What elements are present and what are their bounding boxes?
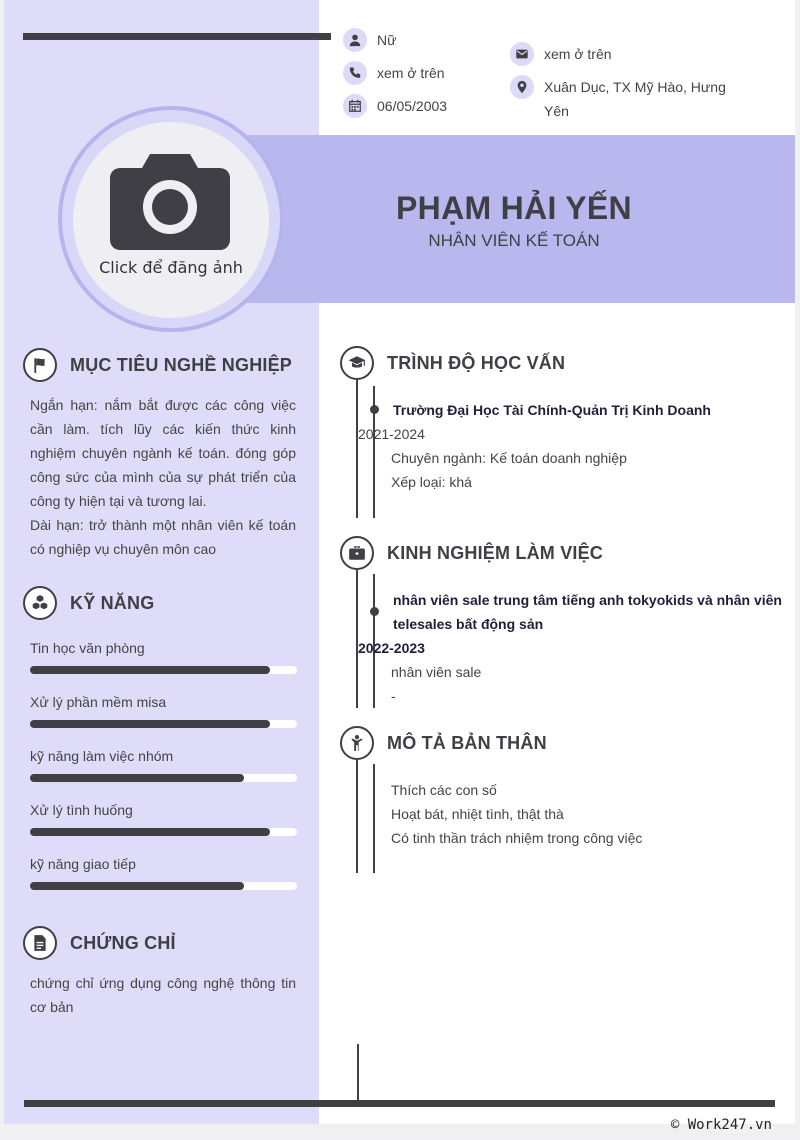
certificates-title: CHỨNG CHỈ <box>70 932 176 953</box>
skill-bar-fill <box>30 774 244 782</box>
about-line: Hoạt bát, nhiệt tình, thật thà <box>391 806 564 822</box>
skill-bar-track <box>30 666 297 674</box>
experience-position: nhân viên sale <box>391 664 482 680</box>
contact-birthday <box>343 94 447 118</box>
certificates-heading <box>23 926 176 960</box>
experience-timeline-dot <box>370 607 379 616</box>
gender-value: Nữ <box>377 32 397 48</box>
contact-address <box>510 75 730 123</box>
experience-period: 2022-2023 <box>358 640 425 656</box>
skill-name: kỹ năng làm việc nhóm <box>30 748 174 764</box>
objective-long-term: Dài hạn: trở thành một nhân viên kế toán có nghiệp vụ chuyên môn cao <box>30 517 296 557</box>
briefcase-icon <box>340 536 374 570</box>
cubes-icon <box>23 586 57 620</box>
about-timeline-line-inner <box>373 764 375 873</box>
watermark: © Work247.vn <box>670 1117 772 1133</box>
person-icon <box>340 726 374 760</box>
user-icon <box>343 28 367 52</box>
skill-bar-fill <box>30 666 270 674</box>
phone-icon <box>343 61 367 85</box>
skills-heading <box>23 586 154 620</box>
objective-heading <box>23 348 292 382</box>
experience-company-line1: nhân viên sale trung tâm tiếng anh tokyokids và nhân viên <box>393 592 782 608</box>
address-value: Xuân Dục, TX Mỹ Hào, Hưng Yên <box>544 79 726 119</box>
experience-heading <box>340 536 603 570</box>
certificates-text: chứng chỉ ứng dụng công nghệ thông tin cơ bản <box>30 975 296 1015</box>
contact-gender <box>343 28 396 52</box>
about-heading <box>340 726 547 760</box>
skill-bar-fill <box>30 882 244 890</box>
skill-item <box>30 692 297 728</box>
bottom-divider <box>24 1100 775 1107</box>
cv-page <box>4 0 795 1124</box>
experience-detail: - <box>391 688 396 704</box>
upload-photo-caption[interactable]: Click để đăng ảnh <box>99 258 243 277</box>
about-title: MÔ TẢ BẢN THÂN <box>387 732 547 753</box>
phone-value: xem ở trên <box>377 65 445 81</box>
about-line: Thích các con số <box>391 782 497 798</box>
experience-title: KINH NGHIỆM LÀM VIỆC <box>387 542 604 563</box>
skills-title: KỸ NĂNG <box>70 592 155 613</box>
education-title: TRÌNH ĐỘ HỌC VẤN <box>387 352 566 373</box>
experience-company-line2: telesales bất động sản <box>393 616 544 632</box>
candidate-name: PHẠM HẢI YẾN <box>396 190 632 226</box>
skill-bar-track <box>30 774 297 782</box>
about-line: Có tinh thần trách nhiệm trong công việc <box>391 830 643 846</box>
objective-short-term: Ngắn hạn: nắm bắt được các công việc cần làm. tích lũy các kiến thức kinh nghiệm chuyên ngành kế toán. đóng góp công sức của mình của sự phát triển của công ty hiện tại và tương lai. <box>30 397 296 509</box>
skill-name: Xử lý tình huống <box>30 802 133 818</box>
skill-name: Tin học văn phòng <box>30 640 145 656</box>
education-major: Chuyên ngành: Kế toán doanh nghiệp <box>391 450 627 466</box>
graduation-cap-icon <box>340 346 374 380</box>
calendar-icon <box>343 94 367 118</box>
camera-icon[interactable] <box>110 150 230 250</box>
education-rank: Xếp loại: khá <box>391 474 472 490</box>
education-school: Trường Đại Học Tài Chính-Quản Trị Kinh Doanh <box>393 402 711 418</box>
skill-bar-track <box>30 720 297 728</box>
email-icon <box>510 42 534 66</box>
location-pin-icon <box>510 75 534 99</box>
job-title: NHÂN VIÊN KẾ TOÁN <box>428 231 600 250</box>
skill-name: Xử lý phần mềm misa <box>30 694 167 710</box>
document-icon <box>23 926 57 960</box>
education-heading <box>340 346 565 380</box>
skill-bar-fill <box>30 828 270 836</box>
skill-item <box>30 800 297 836</box>
skill-bar-track <box>30 882 297 890</box>
education-timeline-line <box>356 380 358 518</box>
birthday-value: 06/05/2003 <box>377 98 448 114</box>
education-timeline-dot <box>370 405 379 414</box>
skill-name: kỹ năng giao tiếp <box>30 856 136 872</box>
objective-title: MỤC TIÊU NGHỀ NGHIỆP <box>70 354 293 375</box>
top-divider <box>23 33 331 40</box>
skill-bar-track <box>30 828 297 836</box>
skill-item <box>30 854 297 890</box>
about-timeline-line <box>356 760 358 873</box>
footer-divider-vertical <box>357 1044 359 1104</box>
education-period: 2021-2024 <box>358 426 425 442</box>
skill-item <box>30 638 297 674</box>
skill-bar-fill <box>30 720 270 728</box>
contact-phone <box>343 61 445 85</box>
email-value: xem ở trên <box>544 46 612 62</box>
contact-email <box>510 42 612 66</box>
flag-icon <box>23 348 57 382</box>
skill-item <box>30 746 297 782</box>
